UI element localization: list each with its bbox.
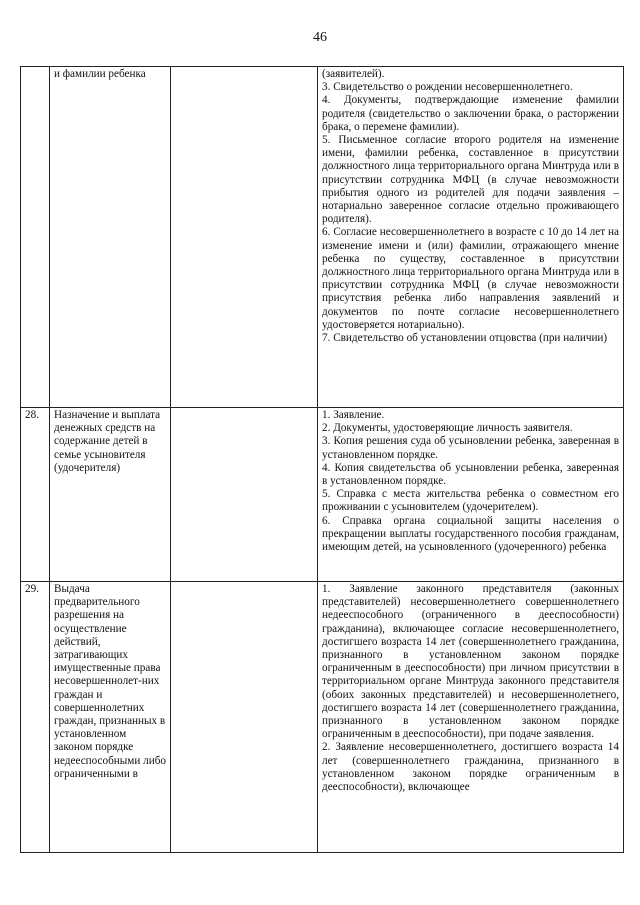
service-name-cell: Выдача предварительного разрешения на осуществление действий, затрагивающих имущественные права несовершеннолет-них граждан и совершеннолетних граждан, признанных в установленном законом порядке недееспособными либо ограниченными в — [50, 582, 171, 853]
document-item: 3. Свидетельство о рождении несовершеннолетнего. — [322, 81, 573, 94]
document-item: 5. Письменное согласие второго родителя на изменение имени, фамилии ребенка, составленное в присутствии должностного лица территориального органа Минтруда или в присутствии сотрудника МФЦ (в случае невозможности прибытия одного из родителей для подачи заявления – нотариально заверенное согласие отдельно проживающего родителя). — [322, 134, 619, 226]
row-number-cell — [21, 67, 50, 408]
empty-cell — [171, 582, 318, 853]
document-item: 3. Копия решения суда об усыновлении ребенка, заверенная в установленном порядке. — [322, 435, 619, 461]
document-item: 1. Заявление законного представителя (законных представителей) несовершеннолетнего совершеннолетнего недееспособного (ограниченного в дееспособности) гражданина), включающее согласие несовершеннолетнего, достигшего возраста 14 лет (совершеннолетнего гражданина, признанного в установленном законом порядке ограниченным в дееспособности) при личном присутствии в территориальном органе Минтруда законного представителя (обоих законных представителей) и несовершеннолетнего, достигшего возраста 14 лет (совершеннолетнего гражданина, признанного в установленном законом порядке ограниченным в дееспособности), при подаче заявления. — [322, 583, 619, 741]
document-item: 6. Согласие несовершеннолетнего в возрасте с 10 до 14 лет на изменение имени и (или) фамилии, отражающего мнение ребенка по существу, составленное в присутствии должностного лица территориального органа Минтруда или в присутствии сотрудника МФЦ (в случае невозможности присутствия ребенка либо направления заявлений и документов по почте согласие несовершеннолетнего удостоверяется нотариально). — [322, 226, 619, 331]
table-row — [21, 67, 624, 408]
services-table — [20, 66, 624, 853]
row-number-cell: 28. — [21, 408, 50, 582]
documents-cell — [318, 408, 624, 582]
page-number: 46 — [313, 30, 327, 45]
document-item: 4. Документы, подтверждающие изменение фамилии родителя (свидетельство о заключении брака, о расторжении брака, о перемене фамилии). — [322, 94, 619, 133]
document-item: 7. Свидетельство об установлении отцовства (при наличии) — [322, 332, 608, 345]
table-row — [21, 582, 624, 853]
service-name-cell: и фамилии ребенка — [50, 67, 171, 408]
document-item: (заявителей). — [322, 68, 385, 80]
service-name-cell: Назначение и выплата денежных средств на содержание детей в семье усыновителя (удочерителя) — [50, 408, 171, 582]
document-item: 2. Документы, удостоверяющие личность заявителя. — [322, 422, 573, 435]
empty-cell — [171, 408, 318, 582]
document-item: 4. Копия свидетельства об усыновлении ребенка, заверенная в установленном порядке. — [322, 461, 619, 488]
document-item: 6. Справка органа социальной защиты населения о прекращении выплаты государственного пособия гражданам, имеющим детей, на усыновленного (удочеренного) ребенка — [322, 514, 619, 554]
table-row — [21, 408, 624, 582]
empty-cell — [171, 67, 318, 408]
documents-cell — [318, 582, 624, 853]
document-item: 2. Заявление несовершеннолетнего, достигшего возраста 14 лет (совершеннолетнего гражданина, признанного в установленном законом порядке ограниченным в дееспособности), включающее — [322, 741, 619, 794]
documents-cell — [318, 67, 624, 408]
document-item: 5. Справка с места жительства ребенка о совместном его проживании с усыновителем (удочерителем). — [322, 488, 619, 514]
row-number-cell: 29. — [21, 582, 50, 853]
document-item: 1. Заявление. — [322, 409, 385, 421]
